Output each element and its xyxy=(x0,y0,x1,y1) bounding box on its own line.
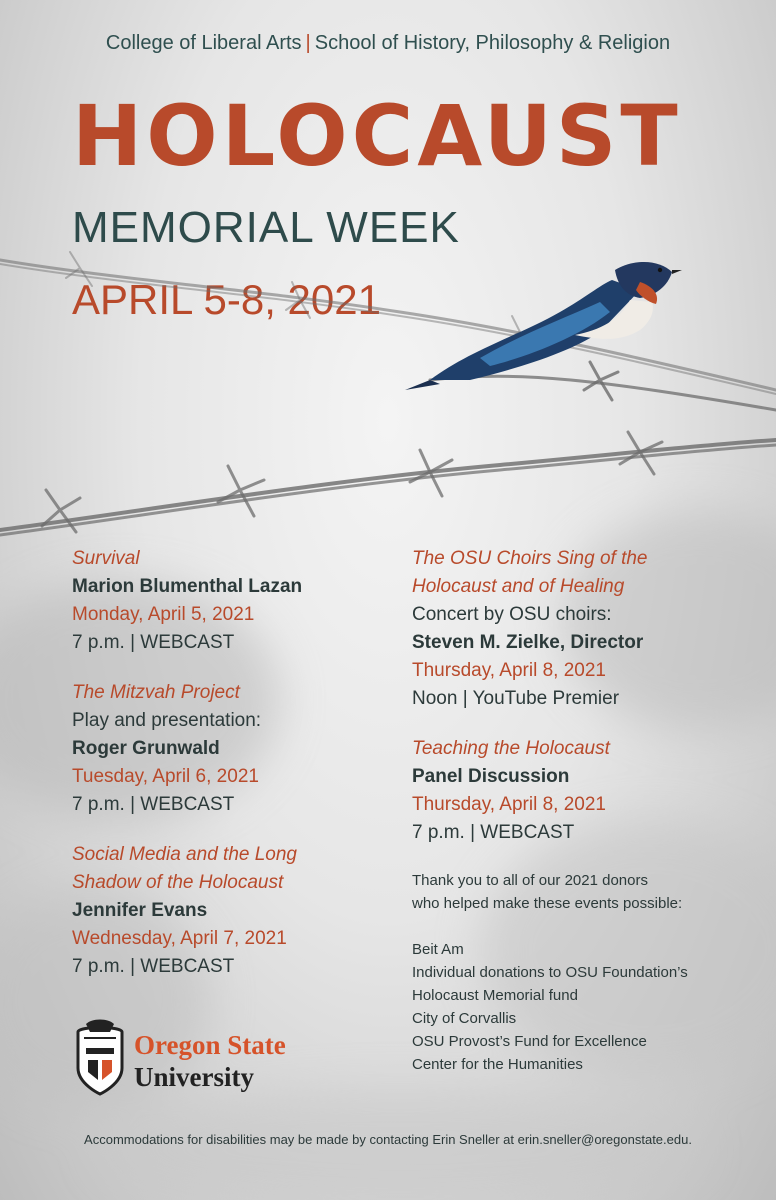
event-speaker: Steven M. Zielke, Director xyxy=(412,632,644,653)
logo-line-2: University xyxy=(134,1062,254,1092)
event-title-cont: Shadow of the Holocaust xyxy=(72,872,284,893)
event-speaker: Jennifer Evans xyxy=(72,900,208,921)
event-title-cont: Holocaust and of Healing xyxy=(412,576,625,597)
event-time: 7 p.m. | WEBCAST xyxy=(72,956,235,977)
donor-item: OSU Provost’s Fund for Excellence xyxy=(412,1033,647,1050)
event-dates: APRIL 5-8, 2021 xyxy=(72,276,381,323)
donor-item: City of Corvallis xyxy=(412,1010,517,1027)
event-title: Survival xyxy=(72,548,140,569)
barbed-wire-scene xyxy=(0,240,776,570)
event-time: 7 p.m. | WEBCAST xyxy=(412,822,575,843)
logo-line-1: Oregon State xyxy=(134,1030,286,1060)
events-right-column xyxy=(412,545,752,1076)
page-title: HOLOCAUST xyxy=(72,87,682,185)
event-speaker: Panel Discussion xyxy=(412,766,570,787)
donor-item: Holocaust Memorial fund xyxy=(412,987,578,1004)
event-date: Thursday, April 8, 2021 xyxy=(412,794,606,815)
college-name: College of Liberal Arts xyxy=(105,32,302,54)
event-date: Monday, April 5, 2021 xyxy=(72,604,255,625)
event-time: 7 p.m. | WEBCAST xyxy=(72,632,235,653)
event-title: The Mitzvah Project xyxy=(72,682,240,703)
event-osu-choirs xyxy=(412,545,752,713)
event-time: 7 p.m. | WEBCAST xyxy=(72,794,235,815)
accommodations-footer: Accommodations for disabilities may be made by contacting Erin Sneller at erin.sneller@oregonstate.edu. xyxy=(84,1132,692,1147)
donors-section xyxy=(412,869,752,1076)
event-social-media xyxy=(72,841,392,981)
osu-beaver-emblem-icon xyxy=(72,1018,128,1096)
barbed-wire-icon xyxy=(0,252,776,535)
event-title: Social Media and the Long xyxy=(72,844,297,865)
swallow-bird-icon xyxy=(405,262,682,390)
event-title: Teaching the Holocaust xyxy=(412,738,610,759)
donor-item: Center for the Humanities xyxy=(412,1056,583,1073)
donors-intro-1: Thank you to all of our 2021 donors xyxy=(412,872,648,889)
event-intro: Concert by OSU choirs: xyxy=(412,604,612,625)
event-mitzvah-project xyxy=(72,679,392,819)
donors-intro-2: who helped make these events possible: xyxy=(412,895,683,912)
event-teaching-holocaust xyxy=(412,735,752,847)
osu-logo xyxy=(72,1018,332,1098)
event-intro: Play and presentation: xyxy=(72,710,262,731)
event-date: Wednesday, April 7, 2021 xyxy=(72,928,287,949)
event-date: Tuesday, April 6, 2021 xyxy=(72,766,259,787)
events-left-column xyxy=(72,545,392,1003)
donor-item: Beit Am xyxy=(412,941,464,958)
donor-item: Individual donations to OSU Foundation’s xyxy=(412,964,688,981)
header-line xyxy=(0,32,776,55)
event-title: The OSU Choirs Sing of the xyxy=(412,548,648,569)
donors-spacer xyxy=(412,915,752,938)
event-time: Noon | YouTube Premier xyxy=(412,688,620,709)
event-speaker: Roger Grunwald xyxy=(72,738,220,759)
event-date: Thursday, April 8, 2021 xyxy=(412,660,606,681)
event-survival xyxy=(72,545,392,657)
page-subtitle: MEMORIAL WEEK xyxy=(72,203,460,252)
school-name: School of History, Philosophy & Religion xyxy=(314,32,671,54)
header-separator: | xyxy=(305,32,311,54)
event-speaker: Marion Blumenthal Lazan xyxy=(72,576,303,597)
